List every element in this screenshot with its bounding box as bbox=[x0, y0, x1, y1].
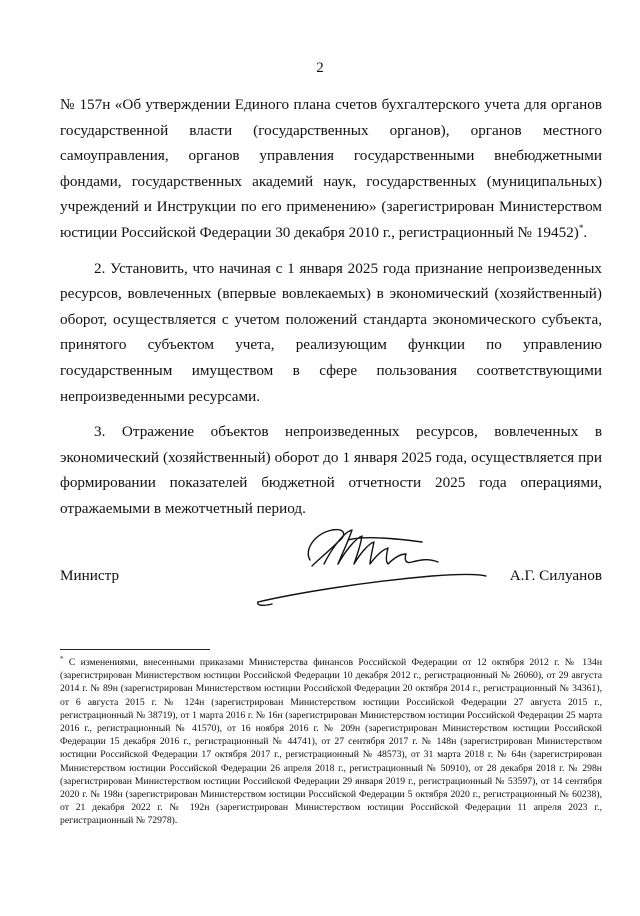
footnote-reference: * bbox=[578, 222, 584, 233]
footnote-divider bbox=[60, 649, 210, 650]
footnote-text: С изменениями, внесенными приказами Министерства финансов Российской Федерации от 12 октября 2012 г. № 134н (зарегистрирован Министерством юстиции Российской Федерации 10 декабря 2012 г., регистрационный № 26060), от 29 августа 2014 г. № 89н (зарегистрирован Министерством юстиции Российской Федерации 20 октября 2014 г., регистрационный № 34361), от 6 августа 2015 г. № 124н (зарегистрирован Министерством юстиции Российской Федерации 27 августа 2015 г., регистрационный № 38719), от 1 марта 2016 г. № 16н (зарегистрирован Министерством юстиции Российской Федерации 25 марта 2016 г., регистрационный № 41570), от 16 ноября 2016 г. № 209н (зарегистрирован Министерством юстиции Российской Федерации 15 декабря 2016 г., регистрационный № 44741), от 27 сентября 2017 г. № 148н (зарегистрирован Министерством юстиции Российской Федерации 17 октября 2017 г., регистрационный № 48573), от 31 марта 2018 г. № 64н (зарегистрирован Министерством юстиции Российской Федерации 26 апреля 2018 г., регистрационный № 50910), от 28 декабря 2018 г. № 298н (зарегистрирован Министерством юстиции Российской Федерации 29 января 2019 г., регистрационный № 53597), от 14 сентября 2020 г. № 198н (зарегистрирован Министерством юстиции Российской Федерации 5 октября 2020 г., регистрационный № 60238), от 21 декабря 2022 г. № 192н (зарегистрирован Министерством юстиции Российской Федерации 11 апреля 2023 г., регистрационный № 72978). bbox=[60, 657, 602, 827]
paragraph-3: 3. Отражение объектов непроизведенных ресурсов, вовлеченных в экономический (хозяйственный) оборот до 1 января 2025 года, осуществляется при формировании показателей бюджетной отчетности 2025 года операциями, отражаемыми в межотчетный период. bbox=[60, 423, 602, 517]
footnote-marker: * bbox=[60, 654, 64, 663]
minister-title: Министр bbox=[60, 567, 120, 584]
signature-image bbox=[252, 520, 492, 610]
page-number: 2 bbox=[316, 60, 324, 76]
paragraph-2: 2. Установить, что начиная с 1 января 2025 года признание непроизведенных ресурсов, вовлеченных (впервые вовлекаемых) в экономический (хозяйственный) оборот, осуществляется с учетом положений стандарта экономического субъекта, принятого субъектом учета, реализующим функции по управлению государственным имуществом в сфере пользования соответствующими непроизведенными ресурсами. bbox=[60, 259, 602, 405]
minister-name: А.Г. Силуанов bbox=[509, 567, 602, 584]
paragraph-1-text: № 157н «Об утверждении Единого плана счетов бухгалтерского учета для органов государственной власти (государственных органов), органов местного самоуправления, органов управления государственными внебюджетными фондами, государственных академий наук, государственных (муниципальных) учреждений и Инструкции по его применению» (зарегистрирован Министерством юстиции Российской Федерации 30 декабря 2010 г., регистрационный № 19452) bbox=[60, 96, 602, 241]
document-body bbox=[60, 92, 602, 522]
paragraph-1-end: . bbox=[583, 223, 588, 241]
footnote bbox=[60, 656, 602, 828]
paragraph-1 bbox=[60, 92, 602, 246]
